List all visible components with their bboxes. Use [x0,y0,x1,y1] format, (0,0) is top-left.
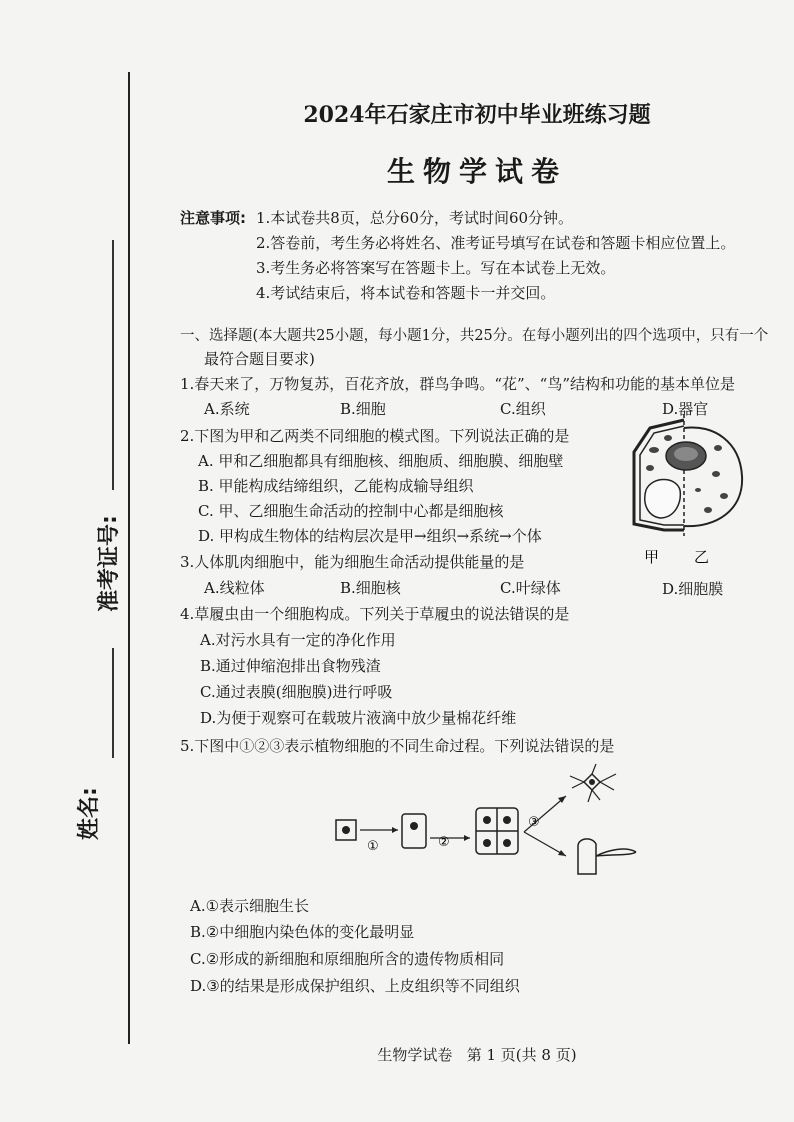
cell-diagram [624,412,750,572]
option-b: B.细胞核 [340,579,401,597]
question-stem: 5.下图中①②③表示植物细胞的不同生命过程。下列说法错误的是 [180,737,615,755]
question-stem: 2.下图为甲和乙两类不同细胞的模式图。下列说法正确的是 [180,427,570,445]
label-yi: 乙 [694,548,710,566]
chloroplast [646,465,654,471]
exam-title: 2024年石家庄市初中毕业班练习题 [303,102,651,128]
option-c: C.通过表膜(细胞膜)进行呼吸 [200,683,393,701]
option-a: A. 甲和乙细胞都具有细胞核、细胞质、细胞膜、细胞壁 [198,452,564,470]
notice-item: 2.答卷前，考生务必将姓名、准考证号填写在试卷和答题卡相应位置上。 [256,234,736,252]
option-d: D.器官 [662,400,709,418]
option-a: A.线粒体 [204,579,265,597]
option-a: A.对污水具有一定的净化作用 [200,631,396,649]
notice-item: 3.考生务必将答案写在答题卡上。写在本试卷上无效。 [256,259,616,277]
vacuole [645,480,681,519]
question-stem: 3.人体肌肉细胞中，能为细胞生命活动提供能量的是 [180,553,525,571]
name-label: 姓名: [77,787,102,840]
cell-process-diagram [330,760,650,890]
option-d: D.为便于观察可在载玻片液滴中放少量棉花纤维 [200,709,517,727]
organelle [704,507,712,513]
organelle [714,445,722,451]
option-c: C. 甲、乙细胞生命活动的控制中心都是细胞核 [198,502,504,520]
grown-cell [402,814,426,848]
nucleolus [674,447,698,461]
option-c: C.组织 [500,400,546,418]
arrow-3a [524,796,566,832]
step-2-label: ② [438,835,450,850]
option-d: D. 甲构成生物体的结构层次是甲→组织→系统→个体 [198,527,542,545]
option-c: C.②形成的新细胞和原细胞所含的遗传物质相同 [190,950,505,968]
section-heading-cont: 最符合题目要求) [204,350,315,368]
option-d: D.③的结果是形成保护组织、上皮组织等不同组织 [190,977,520,995]
option-b: B. 甲能构成结缔组织，乙能构成输导组织 [198,477,474,495]
question-stem: 1.春天来了，万物复苏，百花齐放，群鸟争鸣。“花”、“鸟”结构和功能的基本单位是 [180,375,735,393]
question-stem: 4.草履虫由一个细胞构成。下列关于草履虫的说法错误的是 [180,605,570,623]
exam-subtitle: 生物学试卷 [386,155,567,188]
option-c: C.叶绿体 [500,579,561,597]
option-b: B.通过伸缩泡排出食物残渣 [200,657,381,675]
notice-label: 注意事项: [180,209,246,227]
chloroplast [664,435,672,441]
option-d: D.细胞膜 [662,580,724,598]
section-heading: 一、选择题(本大题共25小题，每小题1分，共25分。在每小题列出的四个选项中，只有一个 [180,328,769,344]
label-jia: 甲 [644,548,660,566]
step-3-label: ③ [528,815,540,830]
step-1-label: ① [367,839,379,854]
name-line [112,648,114,758]
organelle [712,471,720,477]
specialized-cell-b [578,839,636,874]
exam-id-label: 准考证号: [97,515,122,612]
exam-id-line [112,240,114,490]
chloroplast [649,447,659,453]
page-footer: 生物学试卷 第 1 页(共 8 页) [377,1046,577,1064]
notice-item: 1.本试卷共8页，总分60分，考试时间60分钟。 [256,209,574,227]
nucleus [410,822,418,830]
organelle [695,488,701,492]
option-a: A.①表示细胞生长 [190,897,310,915]
notice-item: 4.考试结束后，将本试卷和答题卡一并交回。 [256,284,556,302]
option-a: A.系统 [204,400,250,418]
binding-line [128,72,130,1044]
nucleus [342,826,350,834]
organelle [720,493,728,499]
option-b: B.②中细胞内染色体的变化最明显 [190,923,415,941]
option-b: B.细胞 [340,400,386,418]
